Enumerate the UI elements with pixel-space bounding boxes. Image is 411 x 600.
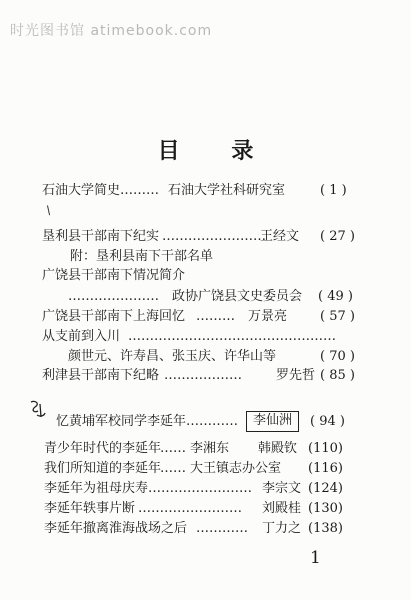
toc-entry-author: 颜世元、许寿昌、张玉庆、许华山等 [68, 349, 277, 364]
toc-entry-page: ( 57 ) [320, 309, 355, 324]
toc-entry-page: ( 85 ) [320, 368, 355, 383]
toc-entry-author: 王经文 [260, 229, 300, 244]
toc-entry-author: 石油大学社科研究室 [168, 183, 286, 198]
toc-entry-dots: ……… [120, 183, 159, 198]
toc-entry-author: 李湘东 [190, 441, 230, 456]
toc-entry-page: ( 1 ) [320, 183, 347, 198]
toc-entry-title: 青少年时代的李延年 [44, 441, 162, 456]
toc-entry-title: 李延年轶事片断 [44, 501, 136, 516]
toc-entry-author: 万景亮 [248, 309, 288, 324]
toc-entry-dots: …………………… [148, 481, 252, 496]
toc-entry-page: ( 27 ) [320, 229, 355, 244]
toc-entry-dots: ………………………………………… [128, 329, 336, 344]
toc-entry-title: 忆黄埔军校同学李延年 [56, 414, 187, 429]
pen-mark [47, 205, 53, 216]
toc-entry-page: ( 70 ) [320, 349, 355, 364]
toc-entry-page: (116) [308, 461, 343, 476]
toc-entry-title: 石油大学简史 [42, 183, 121, 198]
toc-entry-title: 垦利县干部南下纪实 [42, 229, 160, 244]
toc-entry-author: 李宗文 [262, 481, 302, 496]
toc-entry-dots: …………………… [162, 229, 266, 244]
toc-entry-title: 我们所知道的李延年 [44, 461, 162, 476]
toc-entry-title: 李延年为祖母庆寿 [44, 481, 149, 496]
toc-entry-dots: ………… [196, 521, 248, 536]
toc-entry-author: 罗先哲 [276, 368, 316, 383]
toc-entry-title: 广饶县干部南下情况简介 [42, 268, 186, 283]
toc-entry-dots: ……… [196, 309, 235, 324]
toc-entry-author-2: 韩殿钦 [258, 441, 298, 456]
handwritten-mark-icon [28, 398, 50, 420]
watermark: 时光图书馆 atimebook.com [10, 23, 213, 39]
page-number: 1 [310, 548, 321, 568]
toc-entry-title: 李延年撤离淮海战场之后 [44, 521, 188, 536]
toc-entry-dots: …………………… [138, 501, 242, 516]
toc-entry-title: 利津县干部南下纪略 [42, 368, 160, 383]
toc-entry-dots: ………… [186, 414, 238, 429]
toc-entry-author: 大王镇志办公室 [190, 461, 282, 476]
toc-entry-author: 李仙洲 [246, 411, 299, 432]
toc-entry-page: ( 49 ) [318, 289, 353, 304]
toc-entry-page: (124) [308, 481, 343, 496]
toc-entry-dots: ……………… [164, 368, 242, 383]
toc-entry-title: 广饶县干部南下上海回忆 [42, 309, 186, 324]
toc-entry-dots: …… [160, 441, 186, 456]
toc-entry-dots: ………………… [68, 289, 159, 304]
toc-entry-page: (138) [308, 521, 343, 536]
toc-entry-author: 丁力之 [262, 521, 302, 536]
toc-entry-page: ( 94 ) [310, 414, 345, 429]
toc-entry-dots: …… [160, 461, 186, 476]
toc-entry-page: (110) [308, 441, 343, 456]
toc-entry-author: 刘殿桂 [262, 501, 302, 516]
toc-entry-title: 从支前到入川 [42, 329, 121, 344]
toc-entry-author: 政协广饶县文史委员会 [172, 289, 303, 304]
page-title: 目 录 [157, 138, 276, 164]
toc-entry-page: (130) [308, 501, 343, 516]
toc-entry-title: 附：垦利县南下干部名单 [70, 249, 214, 264]
